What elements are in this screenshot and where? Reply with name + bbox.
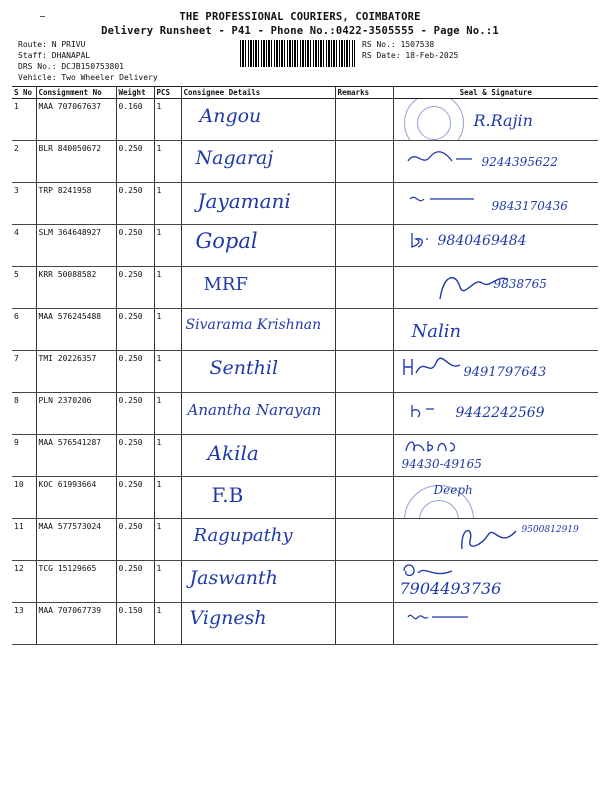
- table-row: [12, 435, 598, 477]
- cell-remarks: [335, 603, 393, 645]
- rs-date: RS Date: 18-Feb-2025: [362, 51, 459, 60]
- cell-pcs: 1: [154, 99, 181, 141]
- cell-consignment: KRR 50088582: [36, 267, 116, 309]
- staff-label: Staff: DHANAPAL: [18, 51, 91, 60]
- cell-consignment: MAA 577573024: [36, 519, 116, 561]
- signature-scribble: [400, 353, 462, 385]
- table-row: [12, 351, 598, 393]
- consignee-handwriting: F.B: [211, 483, 244, 507]
- table-row: [12, 477, 598, 519]
- cell-weight: 0.250: [116, 351, 154, 393]
- table-row: [12, 267, 598, 309]
- col-signature: Seal & Signature: [393, 87, 598, 99]
- cell-remarks: [335, 267, 393, 309]
- route-label: Route: N PRIVU: [18, 40, 86, 49]
- cell-sno: 1: [12, 99, 36, 141]
- cell-signature: [393, 603, 598, 645]
- cell-pcs: 1: [154, 519, 181, 561]
- cell-signature: [393, 141, 598, 183]
- signature-scribble: [456, 521, 526, 553]
- consignee-handwriting: Angou: [199, 105, 262, 127]
- signature-scribble: [408, 191, 478, 205]
- cell-sno: 6: [12, 309, 36, 351]
- cell-consignee: [181, 99, 335, 141]
- cell-consignee: [181, 561, 335, 603]
- cell-weight: 0.250: [116, 267, 154, 309]
- drs-number: DRS No.: DCJB150753801: [18, 62, 124, 71]
- cell-sno: 11: [12, 519, 36, 561]
- cell-pcs: 1: [154, 267, 181, 309]
- barcode: [240, 40, 355, 67]
- cell-sno: 10: [12, 477, 36, 519]
- cell-consignee: [181, 393, 335, 435]
- cell-weight: 0.250: [116, 519, 154, 561]
- cell-consignee: [181, 519, 335, 561]
- cell-remarks: [335, 141, 393, 183]
- col-sno: S No: [12, 87, 36, 99]
- cell-pcs: 1: [154, 603, 181, 645]
- table-row: [12, 225, 598, 267]
- cell-consignment: PLN 2370206: [36, 393, 116, 435]
- cell-sno: 13: [12, 603, 36, 645]
- cell-sno: 3: [12, 183, 36, 225]
- cell-sno: 2: [12, 141, 36, 183]
- cell-weight: 0.250: [116, 225, 154, 267]
- cell-consignee: [181, 603, 335, 645]
- signature-scribble: [406, 147, 476, 169]
- company-title: THE PROFESSIONAL COURIERS, COIMBATORE: [179, 11, 421, 23]
- cell-weight: 0.250: [116, 183, 154, 225]
- cell-pcs: 1: [154, 225, 181, 267]
- cell-weight: 0.150: [116, 603, 154, 645]
- table-row: [12, 309, 598, 351]
- consignee-handwriting: Gopal: [195, 229, 258, 253]
- cell-consignment: MAA 707067637: [36, 99, 116, 141]
- cell-weight: 0.250: [116, 435, 154, 477]
- cell-pcs: 1: [154, 309, 181, 351]
- cell-consignee: [181, 477, 335, 519]
- cell-sno: 4: [12, 225, 36, 267]
- consignee-handwriting: Senthil: [209, 357, 279, 379]
- table-header: [12, 87, 598, 99]
- consignee-handwriting: Jayamani: [197, 189, 291, 213]
- cell-pcs: 1: [154, 477, 181, 519]
- col-pcs: PCS: [154, 87, 181, 99]
- signature-scribble: [404, 609, 474, 623]
- cell-consignee: [181, 141, 335, 183]
- table-row: [12, 519, 598, 561]
- rs-number: RS No.: 1507538: [362, 40, 435, 49]
- cell-consignment: SLM 364648927: [36, 225, 116, 267]
- vehicle-label: Vehicle: Two Wheeler Delivery: [18, 73, 158, 82]
- table-row: [12, 141, 598, 183]
- consignee-handwriting: Nagaraj: [195, 147, 274, 169]
- cell-consignee: [181, 267, 335, 309]
- table-row: [12, 603, 598, 645]
- consignee-handwriting: Jaswanth: [189, 567, 278, 589]
- cell-pcs: 1: [154, 183, 181, 225]
- cell-consignment: TMI 20226357: [36, 351, 116, 393]
- signature-scribble: [408, 229, 434, 251]
- signature-handwriting: R.Rajin: [473, 111, 533, 130]
- cell-weight: 0.250: [116, 561, 154, 603]
- signature-scribble: [408, 401, 438, 421]
- cell-signature: [393, 183, 598, 225]
- cell-sno: 5: [12, 267, 36, 309]
- signature-handwriting: 9500812919: [521, 525, 579, 535]
- runsheet-table: [12, 86, 598, 645]
- cell-consignment: BLR 840050672: [36, 141, 116, 183]
- signature-handwriting: Nalin: [411, 321, 462, 342]
- signature-handwriting: 9838765: [493, 277, 547, 291]
- consignee-handwriting: Vignesh: [189, 607, 267, 629]
- signature-scribble: [400, 563, 454, 579]
- col-weight: Weight: [116, 87, 154, 99]
- cell-consignment: TCG 15129665: [36, 561, 116, 603]
- signature-handwriting: 94430-49165: [401, 457, 482, 471]
- signature-handwriting: 9491797643: [463, 365, 547, 380]
- cell-signature: [393, 267, 598, 309]
- cell-consignee: [181, 309, 335, 351]
- company-seal: [404, 99, 464, 141]
- signature-handwriting: 7904493736: [399, 579, 502, 598]
- cell-consignee: [181, 435, 335, 477]
- cell-consignment: KOC 61993664: [36, 477, 116, 519]
- cell-signature: [393, 309, 598, 351]
- cell-consignment: MAA 576541287: [36, 435, 116, 477]
- cell-consignee: [181, 225, 335, 267]
- cell-remarks: [335, 99, 393, 141]
- cell-sno: 12: [12, 561, 36, 603]
- consignee-handwriting: Anantha Narayan: [187, 401, 322, 419]
- signature-handwriting: 9840469484: [437, 233, 527, 249]
- col-consignment: Consignment No: [36, 87, 116, 99]
- signature-scribble: [402, 437, 458, 455]
- runsheet-subtitle: Delivery Runsheet - P41 - Phone No.:0422-3505555 - Page No.:1: [101, 25, 499, 37]
- cell-signature: [393, 519, 598, 561]
- cell-pcs: 1: [154, 351, 181, 393]
- cell-signature: [393, 393, 598, 435]
- cell-remarks: [335, 225, 393, 267]
- cell-consignment: MAA 707067739: [36, 603, 116, 645]
- cell-pcs: 1: [154, 561, 181, 603]
- cell-signature: [393, 561, 598, 603]
- cell-consignee: [181, 351, 335, 393]
- cell-sno: 8: [12, 393, 36, 435]
- cell-weight: 0.250: [116, 393, 154, 435]
- consignee-handwriting: MRF: [203, 274, 248, 295]
- cell-signature: [393, 351, 598, 393]
- cell-remarks: [335, 561, 393, 603]
- cell-pcs: 1: [154, 435, 181, 477]
- cell-signature: [393, 435, 598, 477]
- cell-sno: 7: [12, 351, 36, 393]
- cell-remarks: [335, 351, 393, 393]
- cell-signature: [393, 225, 598, 267]
- cell-remarks: [335, 393, 393, 435]
- table-row: [12, 393, 598, 435]
- consignee-handwriting: Ragupathy: [193, 525, 293, 546]
- cell-pcs: 1: [154, 393, 181, 435]
- cell-remarks: [335, 519, 393, 561]
- signature-handwriting: 9442242569: [455, 405, 545, 421]
- cell-pcs: 1: [154, 141, 181, 183]
- cell-remarks: [335, 183, 393, 225]
- cell-signature: [393, 99, 598, 141]
- consignee-handwriting: Sivarama Krishnan: [185, 317, 322, 333]
- cell-consignee: [181, 183, 335, 225]
- signature-handwriting: 9843170436: [491, 199, 568, 213]
- signature-handwriting: 9244395622: [481, 155, 558, 169]
- consignee-handwriting: Akila: [207, 441, 259, 465]
- cell-sno: 9: [12, 435, 36, 477]
- table-row: [12, 183, 598, 225]
- col-remarks: Remarks: [335, 87, 393, 99]
- cell-remarks: [335, 477, 393, 519]
- cell-consignment: MAA 576245488: [36, 309, 116, 351]
- cell-weight: 0.250: [116, 141, 154, 183]
- cell-remarks: [335, 435, 393, 477]
- cell-consignment: TRP 8241958: [36, 183, 116, 225]
- table-row: [12, 99, 598, 141]
- cell-weight: 0.250: [116, 477, 154, 519]
- cell-remarks: [335, 309, 393, 351]
- cell-signature: [393, 477, 598, 519]
- col-consignee: Consignee Details: [181, 87, 335, 99]
- cell-weight: 0.250: [116, 309, 154, 351]
- signature-handwriting: Deeph: [433, 483, 473, 497]
- table-row: [12, 561, 598, 603]
- cell-weight: 0.160: [116, 99, 154, 141]
